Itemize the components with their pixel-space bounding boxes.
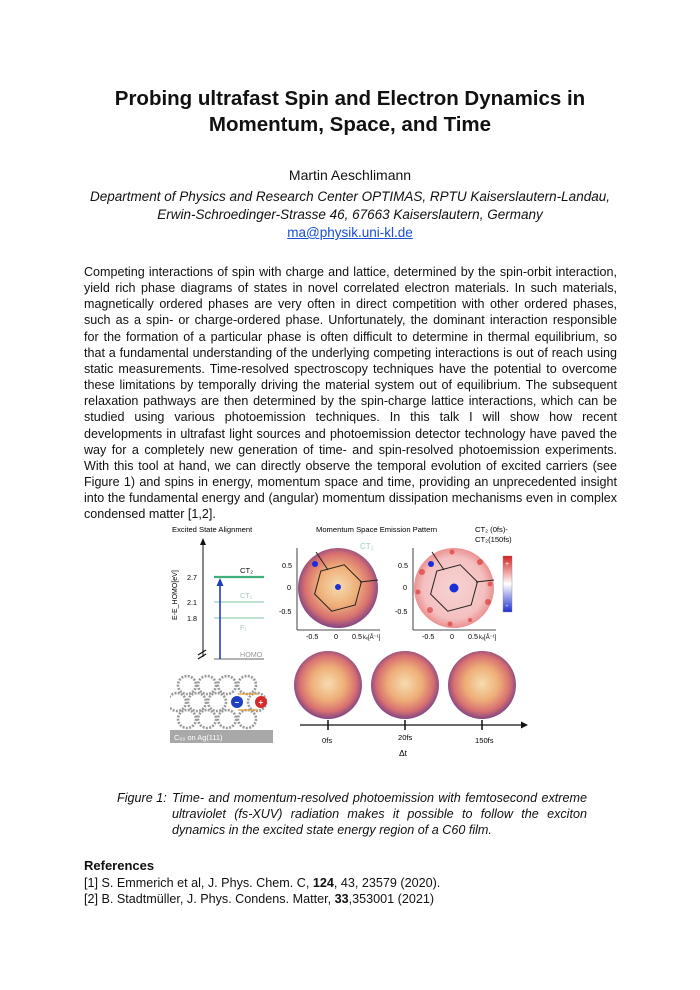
svg-text:-0.5: -0.5 [306,632,319,641]
level-label-2-7: 2.7 [187,573,197,582]
state-label-f1: F₁ [240,623,247,632]
paper-title: Probing ultrafast Spin and Electron Dynamics in Momentum, Space, and Time [114,87,586,136]
author-email [0,225,700,240]
panel-c-title-line2: CT₂(150fs) [475,535,512,544]
svg-text:0: 0 [287,583,291,592]
reference-2: [2] B. Stadtmüller, J. Phys. Condens. Matter, 33,353001 (2021) [84,892,435,906]
time-label-20fs: 20fs [398,733,413,742]
map-20fs [371,651,439,719]
figure-caption [117,790,587,839]
email-link[interactable]: ma@physik.uni-kl.de [287,225,413,240]
k-point [312,561,318,567]
level-label-1-8: 1.8 [187,614,197,623]
time-label-0fs: 0fs [322,736,333,745]
svg-text:kₓ[Å⁻¹]: kₓ[Å⁻¹] [479,635,497,641]
svg-text:-0.5: -0.5 [422,632,435,641]
figure-1 [170,522,530,780]
excitation-arrowhead [217,578,224,586]
affiliation: Department of Physics and Research Center OPTIMAS, RPTU Kaiserslautern-Landau, Erwin-Schroedinger-Strasse 46, 67663 Kaiserslautern, Germany [90,189,610,222]
svg-text:0: 0 [450,632,454,641]
c60-lattice [170,676,266,728]
svg-text:0: 0 [403,583,407,592]
map-150fs [448,651,516,719]
colorbar-plus: + [505,561,510,568]
caption-text: Time- and momentum-resolved photoemission with femtosecond extreme ultraviolet (fs-XUV) radiation makes it possible to follow the exciton dynamics in the excited state energy region of a C60 film. [172,791,587,838]
energy-axis-arrowhead [200,538,206,545]
level-label-2-1: 2.1 [187,598,197,607]
references-heading: References [84,858,155,873]
svg-text:0.5: 0.5 [398,561,408,570]
svg-text:0: 0 [334,632,338,641]
svg-text:-0.5: -0.5 [395,607,408,616]
references [84,858,624,908]
gamma-point [335,584,341,590]
svg-text:−: − [234,698,240,707]
svg-text:0.5: 0.5 [352,632,362,641]
energy-axis-label: E-E_HOMO[eV] [172,570,179,620]
substrate-label: C₆₀ on Ag(111) [174,733,223,742]
ct2-map-label: CT₂ [360,542,374,551]
svg-text:-0.5: -0.5 [279,607,292,616]
caption-label: Figure 1: [117,791,167,805]
difference-gamma-point [450,584,459,593]
state-label-ct2: CT₂ [240,566,254,575]
state-label-homo: HOMO [240,650,263,659]
delta-t-label: Δt [399,748,408,758]
panel-c-title-line1: CT₂ (0fs)- [475,525,508,534]
reference-1: [1] S. Emmerich et al, J. Phys. Chem. C, 124, 43, 23579 (2020). [84,875,441,890]
svg-text:+: + [258,698,264,707]
time-label-150fs: 150fs [475,736,494,745]
svg-text:0.5: 0.5 [282,561,292,570]
panel-a-title: Excited State Alignment [172,525,253,534]
panel-b-title: Momentum Space Emission Pattern [316,525,438,534]
abstract: Competing interactions of spin with charge and lattice, determined by the spin-orbit interaction, yield rich phase diagrams of states in novel correlated electron materials. In such materials, magnetically ordered phases are very often in direct competition with other ordered phases, such as a spin- or charge-ordered phase. Unfortunately, the dominant interaction responsible for the formation of a particular phase is often difficult to determine in thermal equilibrium, so that a fundamental understanding of the underlying competing interactions is out of reach using static measurements. Time-resolved spectroscopy techniques have the potential to overcome these limitations by temporally driving the material system out of equilibrium. The subsequent relaxation pathways are then determined by the spin-charge lattice interactions, which can be studied using various photoemission techniques. In this talk I will show how recent developments in ultrafast light sources and photoemission detector technology have paved the way for a completely new generation of time- and spin-resolved photoemission experiments. With this tool at hand, we can directly observe the temporal evolution of excited carriers (see Figure 1) and spins in energy, momentum space and time, providing an unprecedented insight into the fundamental energy and (angular) momentum dissipation mechanisms even in complex condensed matter [1,2]. [84,265,617,522]
state-label-ct1: CT₁ [240,591,253,600]
svg-text:0.5: 0.5 [468,632,478,641]
author-name: Martin Aeschlimann [288,167,412,183]
colorbar-minus: - [505,601,509,610]
map-0fs [294,651,362,719]
kx-axis-label: kₓ[Å⁻¹] [363,635,381,641]
